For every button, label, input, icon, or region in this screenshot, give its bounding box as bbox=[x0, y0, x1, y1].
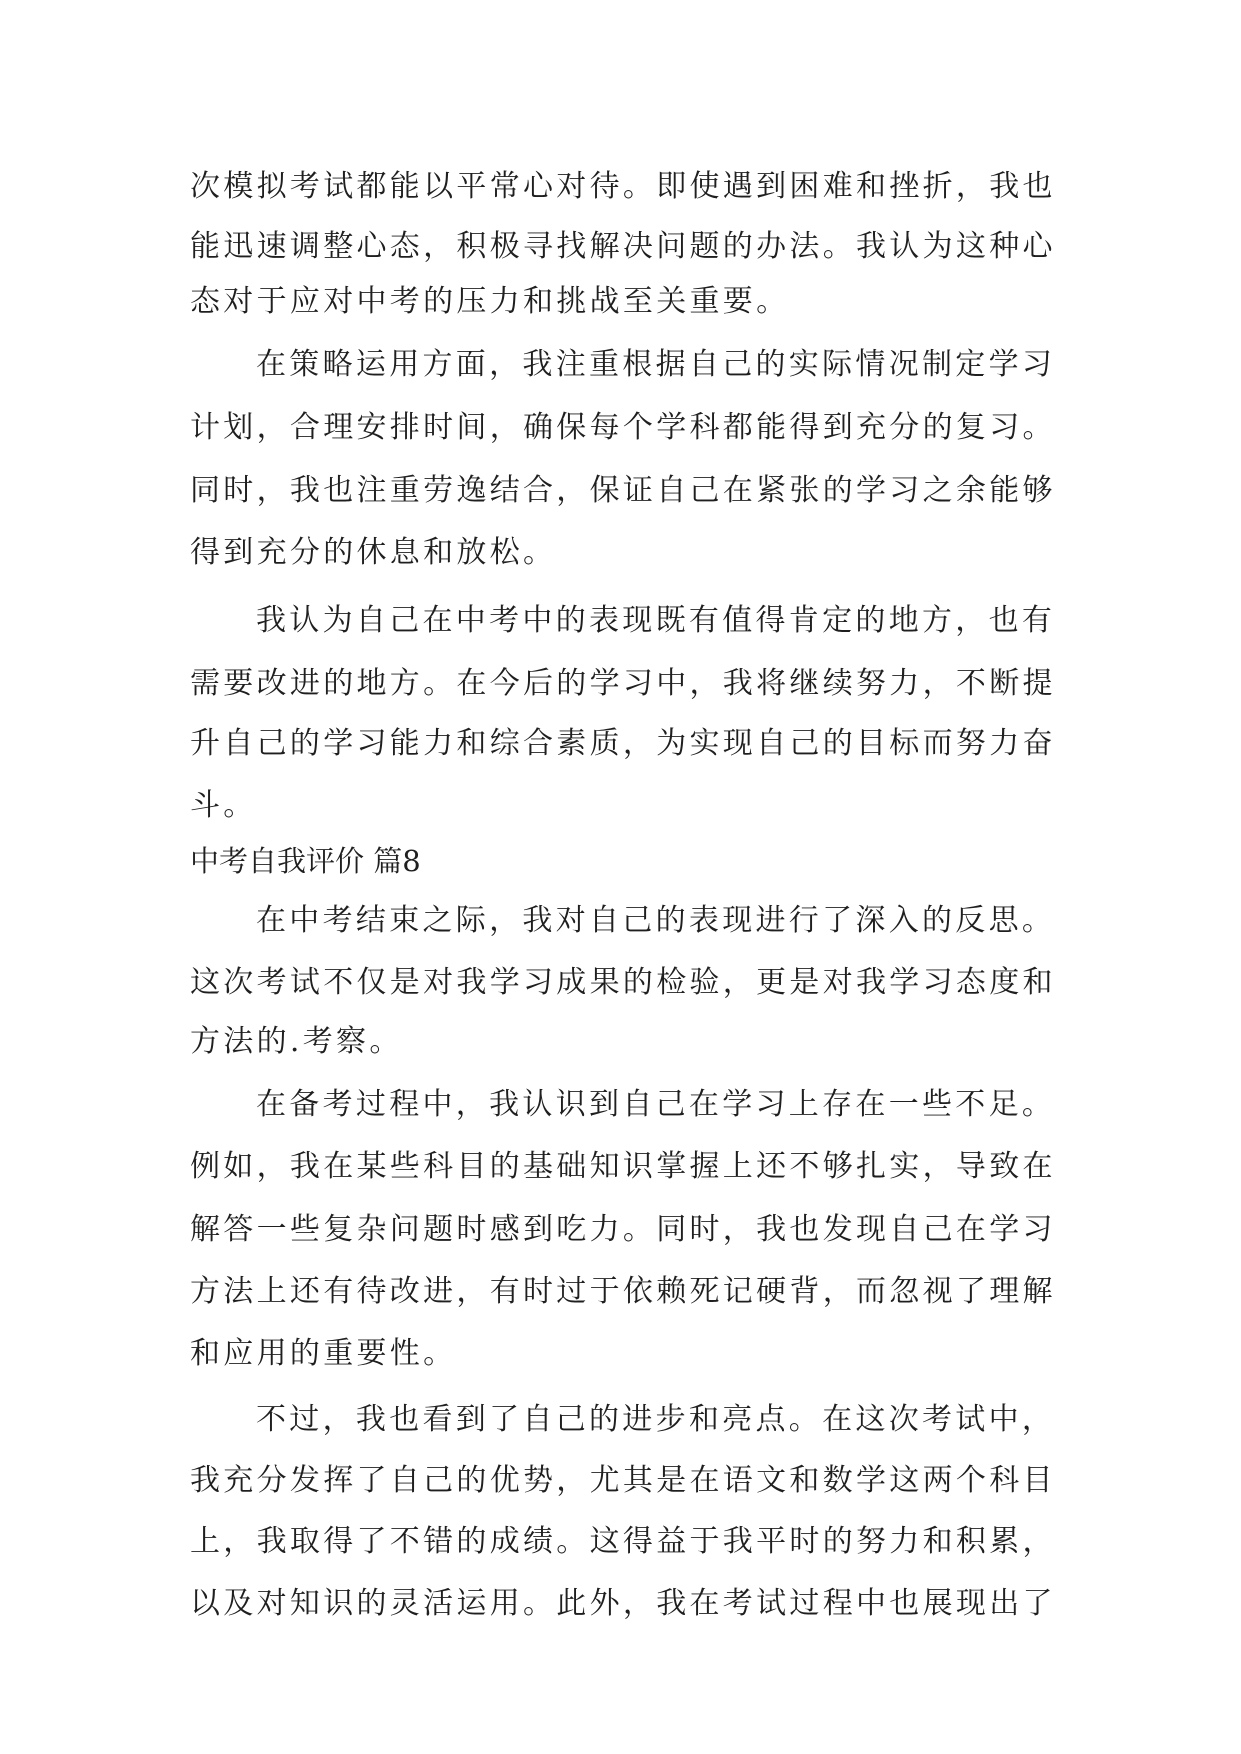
paragraph-line: 和应用的重要性。 bbox=[190, 1336, 457, 1371]
paragraph-line: 我充分发挥了自己的优势，尤其是在语文和数学这两个科目 bbox=[190, 1463, 1056, 1498]
paragraph-line: 斗。 bbox=[190, 788, 257, 823]
section-heading: 中考自我评价 篇8 bbox=[190, 844, 421, 878]
paragraph-line: 方法上还有待改进，有时过于依赖死记硬背，而忽视了理解 bbox=[190, 1274, 1056, 1309]
paragraph-line: 得到充分的休息和放松。 bbox=[190, 535, 557, 570]
paragraph-line: 以及对知识的灵活运用。此外，我在考试过程中也展现出了 bbox=[190, 1586, 1056, 1621]
paragraph-line: 升自己的学习能力和综合素质，为实现自己的目标而努力奋 bbox=[190, 726, 1056, 761]
paragraph-line: 能迅速调整心态，积极寻找解决问题的办法。我认为这种心 bbox=[190, 229, 1056, 264]
paragraph-line: 次模拟考试都能以平常心对待。即使遇到困难和挫折，我也 bbox=[190, 169, 1056, 204]
paragraph-line: 这次考试不仅是对我学习成果的检验，更是对我学习态度和 bbox=[190, 965, 1056, 1000]
paragraph-line: 态对于应对中考的压力和挑战至关重要。 bbox=[190, 284, 790, 319]
paragraph-line: 在中考结束之际，我对自己的表现进行了深入的反思。 bbox=[256, 903, 1056, 938]
paragraph-line: 例如，我在某些科目的基础知识掌握上还不够扎实，导致在 bbox=[190, 1149, 1056, 1184]
paragraph-line: 计划，合理安排时间，确保每个学科都能得到充分的复习。 bbox=[190, 410, 1056, 445]
paragraph-line: 在备考过程中，我认识到自己在学习上存在一些不足。 bbox=[256, 1087, 1056, 1122]
paragraph-line: 方法的.考察。 bbox=[190, 1024, 403, 1059]
paragraph-line: 上，我取得了不错的成绩。这得益于我平时的努力和积累， bbox=[190, 1524, 1056, 1559]
paragraph-line: 同时，我也注重劳逸结合，保证自己在紧张的学习之余能够 bbox=[190, 473, 1056, 508]
paragraph-line: 需要改进的地方。在今后的学习中，我将继续努力，不断提 bbox=[190, 666, 1056, 701]
paragraph-line: 我认为自己在中考中的表现既有值得肯定的地方，也有 bbox=[256, 603, 1056, 638]
paragraph-line: 解答一些复杂问题时感到吃力。同时，我也发现自己在学习 bbox=[190, 1212, 1056, 1247]
paragraph-line: 在策略运用方面，我注重根据自己的实际情况制定学习 bbox=[256, 347, 1056, 382]
paragraph-line: 不过，我也看到了自己的进步和亮点。在这次考试中， bbox=[256, 1402, 1056, 1437]
